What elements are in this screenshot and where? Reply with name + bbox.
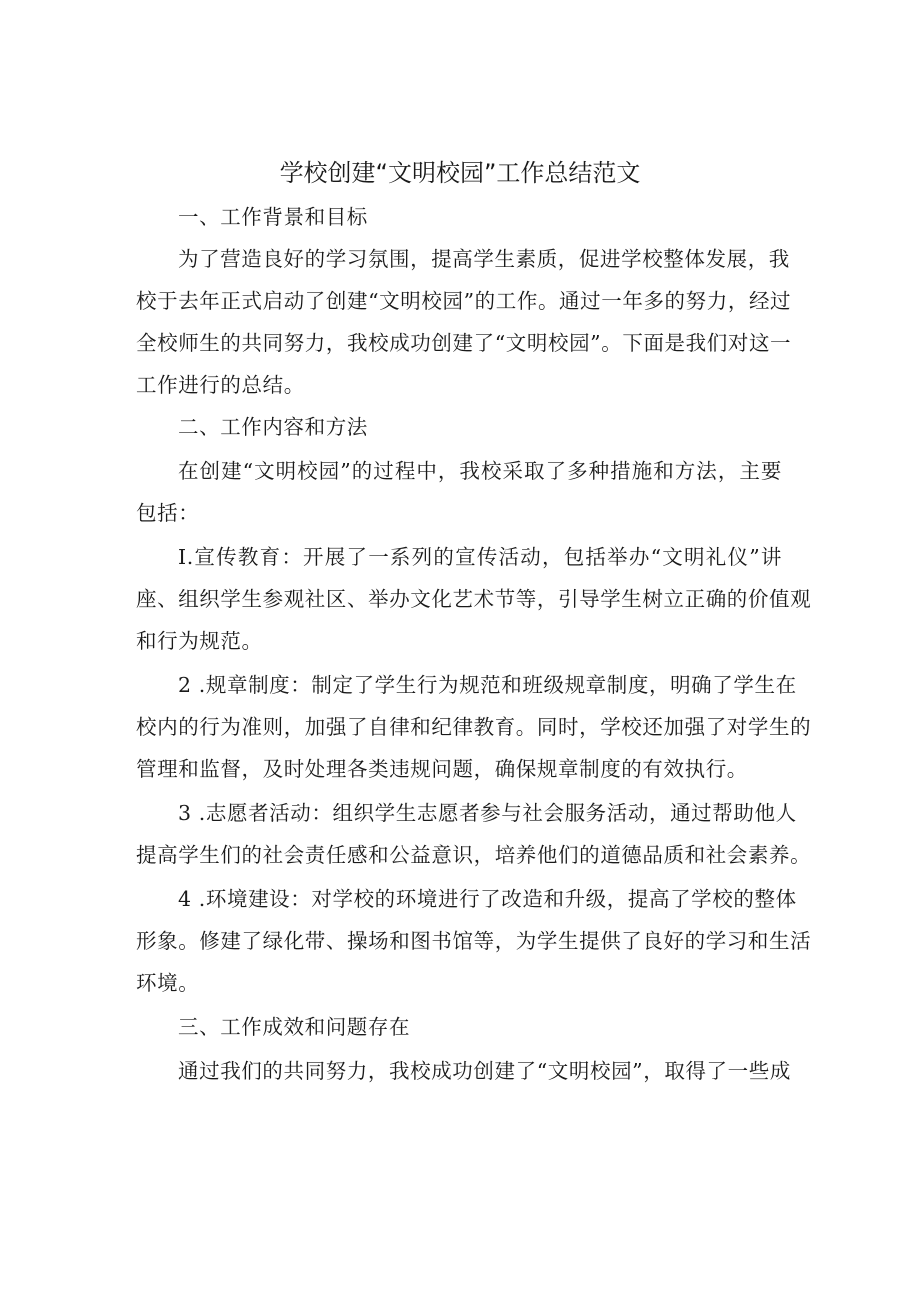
list-item-line: 2 .规章制度：制定了学生行为规范和班级规章制度，明确了学生在 bbox=[178, 673, 797, 697]
paragraph-line: 在创建“文明校园”的过程中，我校采取了多种措施和方法，主要 bbox=[178, 459, 782, 483]
paragraph-line: 全校师生的共同努力，我校成功创建了“文明校园”。下面是我们对这一 bbox=[136, 331, 792, 355]
list-item-line: 3 .志愿者活动：组织学生志愿者参与社会服务活动，通过帮助他人 bbox=[178, 801, 797, 825]
list-item-line: 形象。修建了绿化带、操场和图书馆等，为学生提供了良好的学习和生活 bbox=[136, 929, 812, 953]
section-heading-2: 二、工作内容和方法 bbox=[178, 415, 368, 439]
document-body bbox=[136, 0, 812, 1301]
list-item-line: 校内的行为准则，加强了自律和纪律教育。同时，学校还加强了对学生的 bbox=[136, 715, 812, 739]
document-title: 学校创建“文明校园”工作总结范文 bbox=[279, 159, 641, 187]
paragraph-line: 校于去年正式启动了创建“文明校园”的工作。通过一年多的努力，经过 bbox=[136, 289, 792, 313]
list-item-line: 和行为规范。 bbox=[136, 629, 263, 653]
list-item-line: 提高学生们的社会责任感和公益意识，培养他们的道德品质和社会素养。 bbox=[136, 843, 812, 867]
list-item-line: 座、组织学生参观社区、举办文化艺术节等，引导学生树立正确的价值观 bbox=[136, 587, 812, 611]
paragraph-line: 为了营造良好的学习氛围，提高学生素质，促进学校整体发展，我 bbox=[178, 247, 790, 271]
list-item-line: 4 .环境建设：对学校的环境进行了改造和升级，提高了学校的整体 bbox=[178, 887, 797, 911]
list-item-line: I.宣传教育：开展了一系列的宣传活动，包括举办“文明礼仪”讲 bbox=[178, 545, 782, 569]
paragraph-line: 包括： bbox=[136, 501, 200, 525]
section-heading-3: 三、工作成效和问题存在 bbox=[178, 1015, 411, 1039]
paragraph-line: 通过我们的共同努力，我校成功创建了“文明校园”，取得了一些成 bbox=[178, 1059, 791, 1083]
section-heading-1: 一、工作背景和目标 bbox=[178, 205, 368, 229]
list-item-line: 管理和监督，及时处理各类违规问题，确保规章制度的有效执行。 bbox=[136, 757, 748, 781]
list-item-line: 环境。 bbox=[136, 971, 200, 995]
paragraph-line: 工作进行的总结。 bbox=[136, 373, 305, 397]
